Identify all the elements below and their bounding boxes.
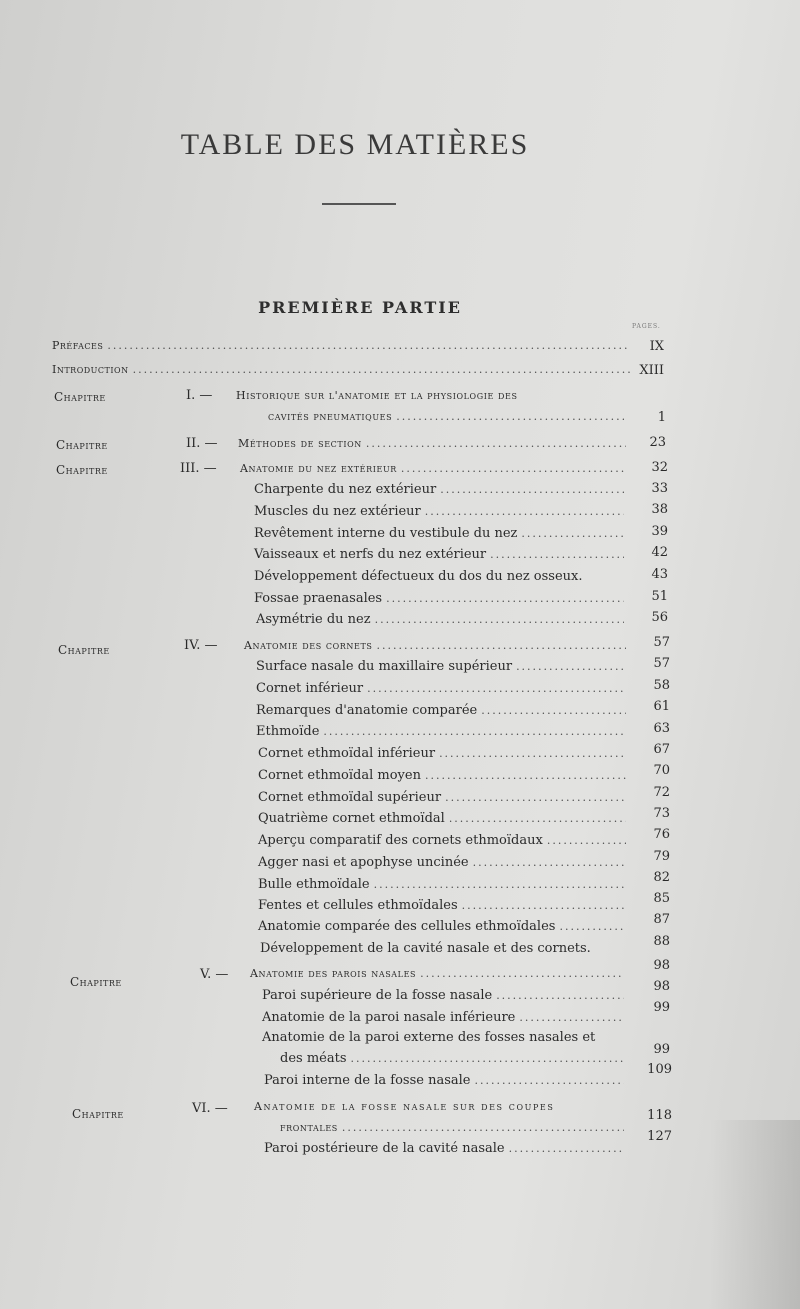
pages-column-header: PAGES. (632, 323, 661, 330)
toc-entry-page: 118 (647, 1108, 672, 1123)
toc-section-page: 79 (653, 849, 670, 864)
toc-entry-prefaces (52, 339, 632, 359)
toc-section-page: 88 (653, 934, 670, 949)
toc-section: Cornet ethmoïdal supérieur ..... (258, 790, 630, 810)
toc-section-page: 67 (653, 742, 670, 757)
toc-section: Anatomie de la paroi externe des fosses nasales et (262, 1030, 596, 1045)
chapter-title: Historique sur l'anatomie et la physiologie des (236, 389, 518, 402)
toc-section-page: 63 (653, 721, 670, 736)
toc-section: Paroi supérieure de la fosse nasale ..... (262, 988, 628, 1008)
toc-section-page: 51 (651, 589, 668, 604)
toc-section-page: 57 (653, 656, 670, 671)
chapter-title: Anatomie du nez extérieur ..... (240, 462, 630, 482)
toc-section: Bulle ethmoïdale ..... (258, 877, 630, 897)
toc-entry-page: 1 (657, 410, 666, 425)
toc-entry-label: Introduction (52, 363, 129, 376)
toc-section-page: 76 (653, 827, 670, 842)
toc-section-page: 73 (653, 806, 670, 821)
dot-leader (107, 339, 628, 352)
toc-section: Paroi interne de la fosse nasale ..... (264, 1073, 628, 1093)
toc-entry-page: XIII (639, 363, 664, 378)
toc-section: Muscles du nez extérieur ..... (254, 504, 628, 524)
toc-section-page: 72 (653, 785, 670, 800)
dot-leader (366, 437, 626, 450)
dot-leader (401, 462, 626, 475)
toc-section: Anatomie comparée des cellules ethmoïdales ..... (258, 919, 630, 939)
toc-section-page: 39 (651, 524, 668, 539)
toc-section: Paroi postérieure de la cavité nasale ..... (264, 1141, 628, 1161)
toc-section-page: 98 (653, 979, 670, 994)
toc-section-continued: des méats ..... (280, 1051, 628, 1071)
chapter-title: Anatomie des cornets ..... (244, 639, 630, 659)
toc-section-page: 70 (653, 763, 670, 778)
toc-section-page: 58 (653, 678, 670, 693)
toc-entry-page: 32 (651, 460, 668, 475)
chapter-label: Chapitre (58, 643, 110, 657)
chapter-number: VI. — (192, 1101, 228, 1116)
chapter-label: Chapitre (56, 438, 108, 452)
dot-leader (420, 967, 624, 980)
toc-section: Ethmoïde ..... (256, 724, 630, 744)
dot-leader (396, 410, 624, 423)
toc-section: Cornet ethmoïdal moyen ..... (258, 768, 630, 788)
page-title: TABLE DES MATIÈRES (180, 128, 530, 161)
toc-section: Cornet ethmoïdal inférieur ..... (258, 746, 630, 766)
chapter-number: V. — (200, 967, 229, 982)
chapter-label: Chapitre (72, 1107, 124, 1121)
toc-section: Aperçu comparatif des cornets ethmoïdaux ..... (258, 833, 630, 853)
chapter-number: II. — (186, 436, 218, 451)
toc-section: Développement de la cavité nasale et des cornets. (260, 941, 591, 956)
toc-entry-page: IX (649, 339, 664, 354)
toc-entry-page: 23 (649, 435, 666, 450)
toc-section: Développement défectueux du dos du nez osseux. (254, 569, 583, 584)
chapter-number: I. — (186, 388, 213, 403)
chapter-title-continued: frontales ..... (280, 1121, 628, 1141)
toc-entry-label: Préfaces (52, 339, 104, 352)
toc-section: Agger nasi et apophyse uncinée ..... (258, 855, 630, 875)
dot-leader (376, 639, 626, 652)
title-divider (322, 203, 396, 205)
toc-section: Asymétrie du nez ..... (256, 612, 628, 632)
toc-section: Vaisseaux et nerfs du nez extérieur ..... (254, 547, 628, 567)
toc-entry-page: 98 (653, 958, 670, 973)
toc-section: Charpente du nez extérieur ..... (254, 482, 628, 502)
toc-section: Remarques d'anatomie comparée ..... (256, 703, 630, 723)
page-edge-shadow (710, 1120, 800, 1309)
toc-section: Anatomie de la paroi nasale inférieure ..... (262, 1010, 628, 1030)
toc-section: Quatrième cornet ethmoïdal ..... (258, 811, 630, 831)
toc-section: Fentes et cellules ethmoïdales ..... (258, 898, 630, 918)
toc-section: Cornet inférieur ..... (256, 681, 630, 701)
toc-section-page: 127 (647, 1129, 672, 1144)
toc-section-page: 56 (651, 610, 668, 625)
toc-section-page: 82 (653, 870, 670, 885)
toc-section-page: 99 (653, 1042, 670, 1057)
toc-section-page: 61 (653, 699, 670, 714)
chapter-label: Chapitre (54, 390, 106, 404)
chapter-title: Anatomie des parois nasales ..... (250, 967, 628, 987)
chapter-number: IV. — (184, 638, 218, 653)
toc-section: Revêtement interne du vestibule du nez ..... (254, 526, 628, 546)
toc-section-page: 87 (653, 912, 670, 927)
part-heading: PREMIÈRE PARTIE (258, 298, 462, 317)
chapter-label: Chapitre (70, 975, 122, 989)
dot-leader (133, 363, 633, 376)
chapter-title: Anatomie de la fosse nasale sur des coupes (254, 1100, 555, 1113)
toc-section-page: 42 (651, 545, 668, 560)
toc-section: Surface nasale du maxillaire supérieur ..... (256, 659, 630, 679)
dot-leader (342, 1121, 624, 1134)
toc-section-page: 99 (653, 1000, 670, 1015)
chapter-number: III. — (180, 461, 217, 476)
toc-section-page: 38 (651, 502, 668, 517)
chapter-title-continued: cavités pneumatiques ..... (268, 410, 628, 430)
toc-section-page: 109 (647, 1062, 672, 1077)
toc-section-page: 85 (653, 891, 670, 906)
chapter-label: Chapitre (56, 463, 108, 477)
toc-section-page: 33 (651, 481, 668, 496)
toc-section: Fossae praenasales ..... (254, 591, 628, 611)
toc-entry-page: 57 (653, 635, 670, 650)
toc-entry-introduction (52, 363, 637, 383)
toc-section-page: 43 (651, 567, 668, 582)
chapter-title: Méthodes de section ..... (238, 437, 630, 457)
